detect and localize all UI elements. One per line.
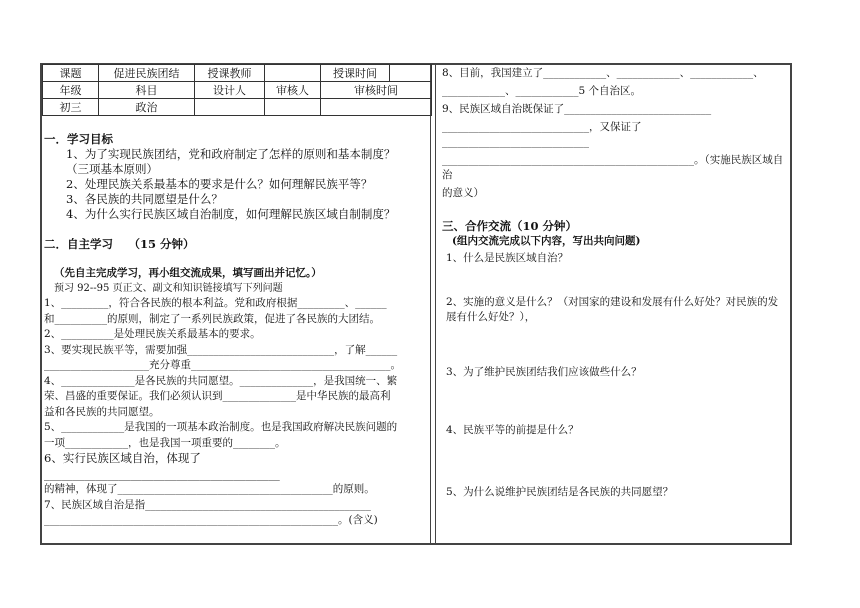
goal-4: 4、为什么实行民族区域自治制度，如何理解民族区域自制制度？ — [66, 207, 396, 221]
q5-line1: 5、____________是我国的一项基本政治制度。也是我国政府解决民族问题的 — [44, 421, 398, 433]
cell-time — [390, 65, 432, 82]
cell-subject: 政治 — [99, 99, 195, 116]
header-row-1 — [43, 65, 432, 82]
cell-teacher-label: 授课教师 — [195, 65, 265, 82]
q5-line2: 一项____________，也是我国一项重要的________。 — [44, 436, 286, 449]
section-2-title: 二．自主学习 （15 分钟） — [44, 237, 195, 251]
cell-designer-label: 设计人 — [195, 82, 265, 99]
q1-line2: 和__________的原则，制定了一系列民族政策，促进了各民族的大团结。 — [44, 312, 380, 325]
q7-line2: ________________________________________________________。(含义) — [44, 514, 378, 526]
header-table — [42, 64, 432, 116]
coop-q4: 4、民族平等的前提是什么？ — [446, 424, 579, 436]
q9-line2: ____________________________，又保证了____________________________ — [442, 121, 642, 148]
goal-1-note: （三项基本原则） — [66, 162, 158, 176]
coop-q5: 5、为什么说维护民族团结是各民族的共同愿望？ — [446, 486, 674, 498]
q6-line1: 6、实行民族区域自治，体现了_________________________________________ — [44, 451, 280, 481]
header-row-2 — [43, 82, 432, 99]
right-column — [442, 66, 788, 500]
cell-reviewer-label: 审核人 — [265, 82, 321, 99]
q9-line1: 9、民族区域自治既保证了____________________________ — [442, 103, 712, 115]
q4-line3: 益和各民族的共同愿望。 — [44, 405, 160, 418]
q3-line1: 3、要实现民族平等，需要加强____________________________，了解______ — [44, 343, 398, 356]
section-3-note: (组内交流完成以下内容，写出共向问题) — [452, 235, 641, 247]
q9-line3: ________________________________________________。（实施民族区域自治 — [442, 154, 784, 181]
q2: 2、__________是处理民族关系最基本的要求。 — [44, 328, 261, 340]
column-divider — [430, 63, 436, 545]
section-1-title: 一．学习目标 — [44, 132, 113, 146]
cell-empty-2 — [265, 99, 321, 116]
goal-1: 1、为了实现民族团结，党和政府制定了怎样的原则和基本制度？ — [66, 147, 396, 161]
left-column — [44, 130, 428, 529]
cell-grade: 初三 — [43, 99, 99, 116]
section-3-title: 三、合作交流（10 分钟） — [442, 219, 578, 233]
cell-teacher — [265, 65, 321, 82]
goal-2: 2、处理民族关系最基本的要求是什么？如何理解民族平等？ — [66, 177, 373, 191]
q7-line1: 7、民族区域自治是指___________________________________________ — [44, 498, 371, 511]
cell-empty-3 — [321, 99, 432, 116]
q9-line4: 的意义） — [442, 187, 484, 199]
cell-review-time-label: 审核时间 — [321, 82, 432, 99]
coop-q1: 1、什么是民族区域自治？ — [446, 252, 569, 264]
section-2-note: （先自主完成学习，再小组交流成果，填写画出并记忆。） — [54, 267, 322, 279]
cell-topic-label: 课题 — [43, 65, 99, 82]
coop-q2: 2、实施的意义是什么？（对国家的建设和发展有什么好处？对民族的发展有什么好处？）， — [446, 296, 779, 323]
q3-line2: ____________________充分尊重______________________________________。 — [44, 359, 401, 371]
q8-line2: ____________、____________5 个自治区。 — [442, 85, 642, 97]
cell-empty-1 — [195, 99, 265, 116]
q8-line1: 8、目前，我国建立了____________、____________、____________、 — [442, 67, 764, 79]
cell-time-label: 授课时间 — [321, 65, 390, 82]
coop-q3: 3、为了维护民族团结我们应该做些什么？ — [446, 366, 642, 378]
q4-line1: 4、______________是各民族的共同愿望。______________，是我国统一、繁 — [44, 374, 398, 387]
cell-subject-label: 科目 — [99, 82, 195, 99]
cell-topic: 促进民族团结 — [99, 65, 195, 82]
goal-3: 3、各民族的共同愿望是什么？ — [66, 192, 223, 206]
section-2-pre: 预习 92--95 页正文、副文和知识链接填写下列问题 — [54, 283, 283, 294]
cell-grade-label: 年级 — [43, 82, 99, 99]
q6-line2: 的精神，体现了_________________________________________的原则。 — [44, 483, 375, 495]
q1-line1: 1、_________，符合各民族的根本利益。党和政府根据_________、______ — [44, 297, 387, 309]
q4-line2: 荣、昌盛的重要保证。我们必须认识到______________是中华民族的最高利 — [44, 390, 391, 402]
header-row-3 — [43, 99, 432, 116]
